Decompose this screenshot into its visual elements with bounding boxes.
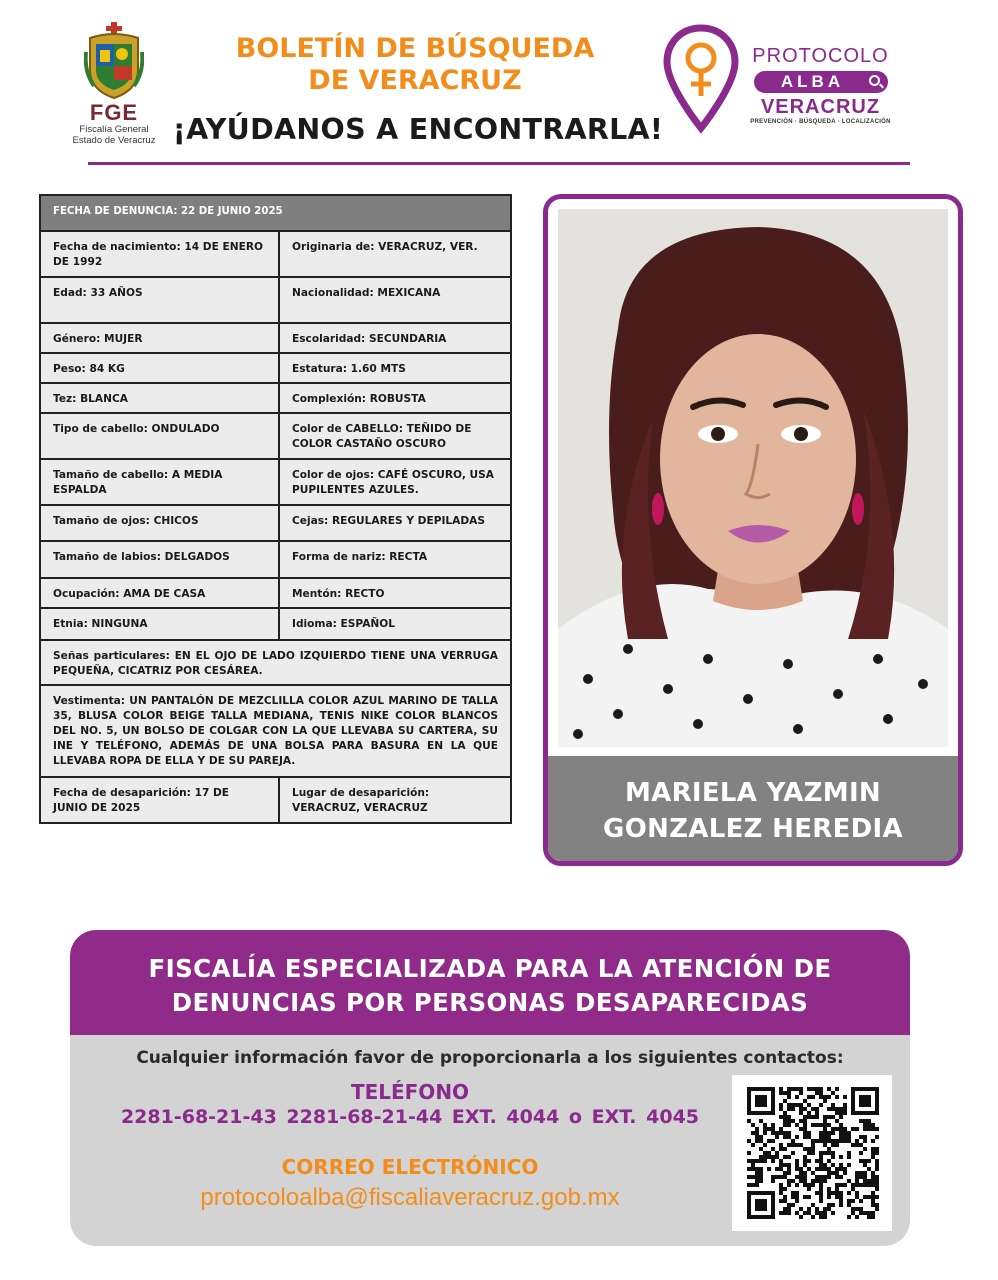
schooling-cell: Escolaridad: SECUNDARIA: [292, 333, 447, 345]
qr-code-icon: [747, 1087, 879, 1219]
fge-acronym: FGE: [89, 100, 139, 125]
build-cell: Complexión: ROBUSTA: [292, 393, 426, 405]
table-row: [41, 324, 510, 354]
ethnicity-cell: Etnia: NINGUNA: [41, 609, 280, 639]
occupation-cell: Ocupación: AMA DE CASA: [41, 579, 280, 607]
chin-cell: Mentón: RECTO: [292, 588, 385, 600]
height-cell: Estatura: 1.60 MTS: [292, 363, 406, 375]
lip-size-cell: Tamaño de labios: DELGADOS: [41, 542, 280, 577]
table-row: [41, 506, 510, 542]
table-row: [41, 460, 510, 506]
fge-subtitle-line-1: Fiscalía General: [79, 124, 149, 135]
table-row: [41, 778, 510, 822]
table-row: [41, 384, 510, 414]
alba-veracruz-text: VERACRUZ: [760, 96, 881, 118]
missing-person-photo-card: [543, 194, 963, 866]
table-row: [41, 609, 510, 641]
contact-box: [70, 930, 910, 1246]
phone-label: TELÉFONO: [350, 1080, 470, 1104]
alba-tagline: PREVENCIÓN · BÚSQUEDA · LOCALIZACIÓN: [750, 119, 891, 125]
disappearance-place-cell: Lugar de desaparición: VERACRUZ, VERACRUZ: [292, 787, 430, 814]
disappearance-date-cell: Fecha de desaparición: 17 DE JUNIO DE 2025: [41, 778, 280, 822]
table-row: [41, 414, 510, 460]
missing-person-name-panel: [548, 756, 958, 866]
portrait-illustration: [558, 209, 948, 747]
age-cell: Edad: 33 AÑOS: [41, 278, 280, 322]
table-row: [41, 686, 510, 778]
origin-cell: Originaria de: VERACRUZ, VER.: [292, 241, 478, 253]
protocolo-alba-logo: [743, 44, 898, 125]
header-divider: [88, 162, 910, 165]
veracruz-coat-of-arms-icon: [84, 22, 144, 100]
nose-shape-cell: Forma de nariz: RECTA: [292, 551, 428, 563]
nationality-cell: Nacionalidad: MEXICANA: [292, 287, 441, 299]
contact-intro: Cualquier información favor de proporcionarla a los siguientes contactos:: [136, 1048, 844, 1068]
birth-date-cell: Fecha de nacimiento: 14 DE ENERO DE 1992: [41, 232, 280, 276]
table-row: [41, 641, 510, 686]
help-find-her-heading: ¡AYÚDANOS A ENCONTRARLA!: [172, 113, 664, 146]
hair-length-cell: Tamaño de cabello: A MEDIA ESPALDA: [41, 460, 280, 504]
email-label: CORREO ELECTRÓNICO: [281, 1155, 539, 1179]
alba-protocolo-text: PROTOCOLO: [752, 45, 889, 67]
missing-person-data-table: [39, 194, 512, 824]
fge-logo: [62, 22, 166, 152]
table-row: [41, 278, 510, 324]
table-row: [41, 579, 510, 609]
missing-person-photo: [558, 209, 948, 747]
location-pin-female-icon: [662, 24, 740, 134]
fiscalia-title-line-2: DENUNCIAS POR PERSONAS DESAPARECIDAS: [171, 987, 809, 1017]
alba-badge: [754, 71, 888, 93]
fiscalia-title-line-1: FISCALÍA ESPECIALIZADA PARA LA ATENCIÓN DE: [148, 953, 832, 983]
qr-code[interactable]: [732, 1075, 892, 1231]
eye-size-cell: Tamaño de ojos: CHICOS: [41, 506, 280, 540]
fiscalia-banner: [70, 930, 910, 1035]
weight-cell: Peso: 84 KG: [41, 354, 280, 382]
bulletin-title-line-1: BOLETÍN DE BÚSQUEDA: [235, 33, 595, 64]
table-row: [41, 354, 510, 384]
eyebrows-cell: Cejas: REGULARES Y DEPILADAS: [292, 515, 485, 527]
phone-numbers[interactable]: 2281-68-21-43 2281-68-21-44 EXT. 4044 o EXT. 4045: [120, 1106, 700, 1128]
table-row: [41, 542, 510, 579]
hair-color-cell: Color de CABELLO: TEÑIDO DE COLOR CASTAÑO OSCURO: [292, 423, 472, 450]
table-row: [41, 232, 510, 278]
eye-color-cell: Color de ojos: CAFÉ OSCURO, USA PUPILENTES AZULES.: [292, 469, 494, 496]
person-name-line-2: GONZALEZ HEREDIA: [603, 814, 903, 844]
report-date-header: FECHA DE DENUNCIA: 22 DE JUNIO 2025: [41, 196, 510, 232]
email-link[interactable]: protocoloalba@fiscaliaveracruz.gob.mx: [200, 1184, 620, 1211]
bulletin-title-line-2: DE VERACRUZ: [308, 65, 522, 96]
magnifier-icon: [869, 75, 880, 86]
hair-type-cell: Tipo de cabello: ONDULADO: [41, 414, 280, 458]
clothing-cell: Vestimenta: UN PANTALÓN DE MEZCLILLA COLOR AZUL MARINO DE TALLA 35, BLUSA COLOR BEIGE TALLA MEDIANA, TENIS NIKE COLOR BLANCOS DEL NO. 5, UN BOLSO DE COLGAR CON LA QUE LLEVABA SU CARTERA, SU INE Y TELÉFONO, ADEMÁS DE UNA BOLSA PARA BASURA EN LA QUE LLEVABA ROPA DE ELLA Y DE SU PAREJA.: [53, 695, 498, 767]
gender-cell: Género: MUJER: [41, 324, 280, 352]
skin-tone-cell: Tez: BLANCA: [41, 384, 280, 412]
fge-subtitle-line-2: Estado de Veracruz: [72, 135, 156, 146]
distinguishing-marks-cell: Señas particulares: EN EL OJO DE LADO IZQUIERDO TIENE UNA VERRUGA PEQUEÑA, CICATRIZ POR CESÁREA.: [53, 650, 498, 677]
alba-badge-text: ALBA: [780, 72, 845, 91]
language-cell: Idioma: ESPAÑOL: [292, 618, 396, 630]
person-name-line-1: MARIELA YAZMIN: [624, 778, 881, 808]
